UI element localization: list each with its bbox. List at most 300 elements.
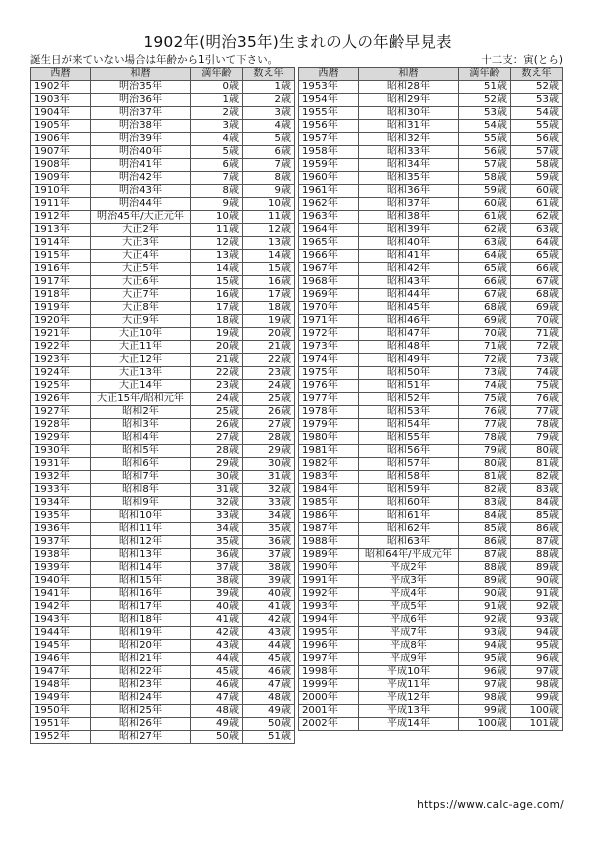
table-row (299, 614, 563, 627)
japanese-year-cell: 平成5年 (359, 601, 459, 614)
japanese-year-cell: 大正8年 (91, 302, 191, 315)
japanese-year-cell: 昭和39年 (359, 224, 459, 237)
table-row (31, 159, 295, 172)
counting-age-cell: 9歳 (243, 185, 295, 198)
full-age-cell: 21歳 (191, 354, 243, 367)
table-row (31, 289, 295, 302)
counting-age-cell: 80歳 (511, 445, 563, 458)
western-year-cell: 1971年 (299, 315, 359, 328)
table-row (31, 263, 295, 276)
table-row (31, 575, 295, 588)
counting-age-cell: 82歳 (511, 471, 563, 484)
table-row (299, 471, 563, 484)
full-age-cell: 83歳 (459, 497, 511, 510)
japanese-year-cell: 昭和37年 (359, 198, 459, 211)
table-row (31, 497, 295, 510)
counting-age-cell: 85歳 (511, 510, 563, 523)
western-year-cell: 1921年 (31, 328, 91, 341)
counting-age-cell: 95歳 (511, 640, 563, 653)
age-table-grid (30, 67, 563, 744)
western-year-cell: 1977年 (299, 393, 359, 406)
table-row (299, 562, 563, 575)
full-age-cell: 64歳 (459, 250, 511, 263)
western-year-cell: 1911年 (31, 198, 91, 211)
japanese-year-cell: 昭和59年 (359, 484, 459, 497)
full-age-cell: 19歳 (191, 328, 243, 341)
japanese-year-cell: 平成2年 (359, 562, 459, 575)
table-row (299, 276, 563, 289)
japanese-year-cell: 昭和19年 (91, 627, 191, 640)
western-year-cell: 1989年 (299, 549, 359, 562)
full-age-cell: 43歳 (191, 640, 243, 653)
full-age-cell: 29歳 (191, 458, 243, 471)
table-row (299, 419, 563, 432)
full-age-cell: 99歳 (459, 705, 511, 718)
counting-age-cell: 97歳 (511, 666, 563, 679)
full-age-cell: 4歳 (191, 133, 243, 146)
counting-age-cell: 13歳 (243, 237, 295, 250)
counting-age-cell: 43歳 (243, 627, 295, 640)
japanese-year-cell: 昭和3年 (91, 419, 191, 432)
full-age-cell: 49歳 (191, 718, 243, 731)
western-year-cell: 1933年 (31, 484, 91, 497)
western-year-cell: 1963年 (299, 211, 359, 224)
counting-age-cell: 47歳 (243, 679, 295, 692)
full-age-cell: 98歳 (459, 692, 511, 705)
counting-age-cell: 75歳 (511, 380, 563, 393)
japanese-year-cell: 昭和45年 (359, 302, 459, 315)
counting-age-cell: 81歳 (511, 458, 563, 471)
counting-age-cell: 4歳 (243, 120, 295, 133)
full-age-cell: 70歳 (459, 328, 511, 341)
japanese-year-cell: 昭和42年 (359, 263, 459, 276)
counting-age-cell: 89歳 (511, 562, 563, 575)
counting-age-cell: 67歳 (511, 276, 563, 289)
counting-age-cell: 14歳 (243, 250, 295, 263)
counting-age-cell: 36歳 (243, 536, 295, 549)
table-row (299, 484, 563, 497)
full-age-cell: 58歳 (459, 172, 511, 185)
full-age-cell: 35歳 (191, 536, 243, 549)
japanese-year-cell: 大正9年 (91, 315, 191, 328)
full-age-cell: 30歳 (191, 471, 243, 484)
table-row (31, 146, 295, 159)
japanese-year-cell: 昭和56年 (359, 445, 459, 458)
counting-age-cell: 41歳 (243, 601, 295, 614)
full-age-cell: 40歳 (191, 601, 243, 614)
western-year-cell: 1906年 (31, 133, 91, 146)
japanese-year-cell: 昭和50年 (359, 367, 459, 380)
counting-age-cell: 26歳 (243, 406, 295, 419)
full-age-cell: 36歳 (191, 549, 243, 562)
western-year-cell: 1923年 (31, 354, 91, 367)
full-age-cell: 81歳 (459, 471, 511, 484)
japanese-year-cell: 昭和8年 (91, 484, 191, 497)
counting-age-cell: 74歳 (511, 367, 563, 380)
western-year-cell: 1958年 (299, 146, 359, 159)
table-row (31, 237, 295, 250)
western-year-cell: 1947年 (31, 666, 91, 679)
japanese-year-cell: 平成14年 (359, 718, 459, 731)
table-row (31, 94, 295, 107)
western-year-cell: 1976年 (299, 380, 359, 393)
counting-age-cell: 12歳 (243, 224, 295, 237)
table-row (31, 718, 295, 731)
western-year-cell: 1969年 (299, 289, 359, 302)
japanese-year-cell: 昭和32年 (359, 133, 459, 146)
counting-age-cell: 58歳 (511, 159, 563, 172)
counting-age-cell: 66歳 (511, 263, 563, 276)
full-age-cell: 57歳 (459, 159, 511, 172)
japanese-year-cell: 平成7年 (359, 627, 459, 640)
full-age-cell: 94歳 (459, 640, 511, 653)
age-table-right (298, 67, 563, 731)
full-age-cell: 48歳 (191, 705, 243, 718)
full-age-cell: 27歳 (191, 432, 243, 445)
japanese-year-cell: 昭和60年 (359, 497, 459, 510)
full-age-cell: 86歳 (459, 536, 511, 549)
counting-age-cell: 1歳 (243, 81, 295, 94)
counting-age-cell: 48歳 (243, 692, 295, 705)
western-year-cell: 1907年 (31, 146, 91, 159)
japanese-year-cell: 昭和13年 (91, 549, 191, 562)
japanese-year-cell: 大正12年 (91, 354, 191, 367)
japanese-year-cell: 明治36年 (91, 94, 191, 107)
counting-age-cell: 49歳 (243, 705, 295, 718)
birthday-note: 誕生日が来ていない場合は年齢から1引いて下さい。 (30, 53, 279, 66)
japanese-year-cell: 大正3年 (91, 237, 191, 250)
left-table-body (31, 81, 295, 744)
table-row (31, 666, 295, 679)
table-row (299, 510, 563, 523)
western-year-cell: 1928年 (31, 419, 91, 432)
western-year-cell: 1914年 (31, 237, 91, 250)
japanese-year-cell: 昭和38年 (359, 211, 459, 224)
full-age-cell: 69歳 (459, 315, 511, 328)
full-age-cell: 23歳 (191, 380, 243, 393)
japanese-year-cell: 明治41年 (91, 159, 191, 172)
table-row (299, 302, 563, 315)
japanese-year-cell: 昭和33年 (359, 146, 459, 159)
full-age-cell: 71歳 (459, 341, 511, 354)
counting-age-cell: 46歳 (243, 666, 295, 679)
counting-age-cell: 88歳 (511, 549, 563, 562)
age-table-left (30, 67, 295, 744)
japanese-year-cell: 昭和5年 (91, 445, 191, 458)
western-year-cell: 1987年 (299, 523, 359, 536)
counting-age-cell: 53歳 (511, 94, 563, 107)
table-row (31, 471, 295, 484)
western-year-cell: 2002年 (299, 718, 359, 731)
japanese-year-cell: 昭和11年 (91, 523, 191, 536)
japanese-year-cell: 昭和12年 (91, 536, 191, 549)
table-row (31, 588, 295, 601)
full-age-cell: 53歳 (459, 107, 511, 120)
japanese-year-cell: 昭和36年 (359, 185, 459, 198)
counting-age-cell: 56歳 (511, 133, 563, 146)
table-row (31, 328, 295, 341)
table-row (299, 458, 563, 471)
table-header-row (31, 68, 295, 81)
japanese-year-cell: 平成3年 (359, 575, 459, 588)
table-row (31, 107, 295, 120)
table-row (299, 705, 563, 718)
table-row (31, 393, 295, 406)
japanese-year-cell: 昭和43年 (359, 276, 459, 289)
japanese-year-cell: 明治43年 (91, 185, 191, 198)
counting-age-cell: 73歳 (511, 354, 563, 367)
table-row (299, 601, 563, 614)
western-year-cell: 1951年 (31, 718, 91, 731)
counting-age-cell: 18歳 (243, 302, 295, 315)
table-row (31, 679, 295, 692)
table-row (31, 705, 295, 718)
full-age-cell: 66歳 (459, 276, 511, 289)
japanese-year-cell: 昭和48年 (359, 341, 459, 354)
western-year-cell: 1965年 (299, 237, 359, 250)
western-year-cell: 1994年 (299, 614, 359, 627)
western-year-cell: 1981年 (299, 445, 359, 458)
table-row (31, 458, 295, 471)
japanese-year-cell: 昭和35年 (359, 172, 459, 185)
full-age-cell: 100歳 (459, 718, 511, 731)
full-age-cell: 3歳 (191, 120, 243, 133)
table-row (299, 250, 563, 263)
full-age-cell: 14歳 (191, 263, 243, 276)
full-age-cell: 72歳 (459, 354, 511, 367)
full-age-cell: 55歳 (459, 133, 511, 146)
counting-age-cell: 101歳 (511, 718, 563, 731)
japanese-year-cell: 昭和4年 (91, 432, 191, 445)
table-row (299, 107, 563, 120)
japanese-year-cell: 昭和54年 (359, 419, 459, 432)
western-year-cell: 1996年 (299, 640, 359, 653)
full-age-cell: 63歳 (459, 237, 511, 250)
table-row (31, 432, 295, 445)
table-row (299, 354, 563, 367)
japanese-year-cell: 昭和25年 (91, 705, 191, 718)
full-age-cell: 1歳 (191, 94, 243, 107)
full-age-cell: 20歳 (191, 341, 243, 354)
table-row (31, 276, 295, 289)
table-row (299, 341, 563, 354)
japanese-year-cell: 明治42年 (91, 172, 191, 185)
full-age-cell: 45歳 (191, 666, 243, 679)
japanese-year-cell: 昭和52年 (359, 393, 459, 406)
table-row (31, 549, 295, 562)
western-year-cell: 1991年 (299, 575, 359, 588)
table-row (299, 367, 563, 380)
japanese-year-cell: 昭和63年 (359, 536, 459, 549)
table-row (299, 211, 563, 224)
full-age-cell: 39歳 (191, 588, 243, 601)
full-age-cell: 47歳 (191, 692, 243, 705)
counting-age-cell: 29歳 (243, 445, 295, 458)
table-row (299, 315, 563, 328)
counting-age-cell: 3歳 (243, 107, 295, 120)
zodiac-label: 十二支：寅(とら) (481, 53, 563, 66)
full-age-cell: 93歳 (459, 627, 511, 640)
full-age-cell: 32歳 (191, 497, 243, 510)
counting-age-cell: 94歳 (511, 627, 563, 640)
western-year-cell: 1960年 (299, 172, 359, 185)
western-year-cell: 1908年 (31, 159, 91, 172)
western-year-cell: 1948年 (31, 679, 91, 692)
counting-age-cell: 23歳 (243, 367, 295, 380)
table-row (299, 627, 563, 640)
full-age-cell: 61歳 (459, 211, 511, 224)
table-row (299, 328, 563, 341)
western-year-cell: 2000年 (299, 692, 359, 705)
table-row (299, 640, 563, 653)
table-row (299, 237, 563, 250)
western-year-cell: 1982年 (299, 458, 359, 471)
full-age-cell: 24歳 (191, 393, 243, 406)
western-year-cell: 1952年 (31, 731, 91, 744)
full-age-cell: 56歳 (459, 146, 511, 159)
full-age-cell: 12歳 (191, 237, 243, 250)
table-row (31, 133, 295, 146)
full-age-cell: 6歳 (191, 159, 243, 172)
table-row (299, 198, 563, 211)
table-row (31, 172, 295, 185)
full-age-cell: 78歳 (459, 432, 511, 445)
western-year-cell: 1999年 (299, 679, 359, 692)
western-year-cell: 1915年 (31, 250, 91, 263)
western-year-cell: 1945年 (31, 640, 91, 653)
western-year-cell: 1970年 (299, 302, 359, 315)
header-counting-age: 数え年 (511, 68, 563, 81)
table-row (299, 393, 563, 406)
table-row (299, 380, 563, 393)
western-year-cell: 1905年 (31, 120, 91, 133)
western-year-cell: 1938年 (31, 549, 91, 562)
japanese-year-cell: 平成9年 (359, 653, 459, 666)
counting-age-cell: 24歳 (243, 380, 295, 393)
japanese-year-cell: 昭和57年 (359, 458, 459, 471)
table-row (31, 302, 295, 315)
table-row (31, 185, 295, 198)
table-row (299, 718, 563, 731)
western-year-cell: 1939年 (31, 562, 91, 575)
table-row (31, 562, 295, 575)
japanese-year-cell: 平成4年 (359, 588, 459, 601)
western-year-cell: 1940年 (31, 575, 91, 588)
full-age-cell: 44歳 (191, 653, 243, 666)
western-year-cell: 1934年 (31, 497, 91, 510)
site-url[interactable]: https://www.calc-age.com/ (417, 799, 564, 811)
western-year-cell: 1903年 (31, 94, 91, 107)
full-age-cell: 33歳 (191, 510, 243, 523)
table-row (299, 445, 563, 458)
counting-age-cell: 50歳 (243, 718, 295, 731)
japanese-year-cell: 昭和21年 (91, 653, 191, 666)
counting-age-cell: 45歳 (243, 653, 295, 666)
counting-age-cell: 98歳 (511, 679, 563, 692)
full-age-cell: 13歳 (191, 250, 243, 263)
full-age-cell: 5歳 (191, 146, 243, 159)
counting-age-cell: 37歳 (243, 549, 295, 562)
table-row (31, 731, 295, 744)
japanese-year-cell: 平成11年 (359, 679, 459, 692)
counting-age-cell: 35歳 (243, 523, 295, 536)
counting-age-cell: 57歳 (511, 146, 563, 159)
western-year-cell: 1980年 (299, 432, 359, 445)
western-year-cell: 1935年 (31, 510, 91, 523)
table-row (31, 198, 295, 211)
full-age-cell: 15歳 (191, 276, 243, 289)
table-row (31, 341, 295, 354)
japanese-year-cell: 昭和28年 (359, 81, 459, 94)
full-age-cell: 73歳 (459, 367, 511, 380)
japanese-year-cell: 大正2年 (91, 224, 191, 237)
western-year-cell: 1910年 (31, 185, 91, 198)
counting-age-cell: 8歳 (243, 172, 295, 185)
counting-age-cell: 84歳 (511, 497, 563, 510)
western-year-cell: 1919年 (31, 302, 91, 315)
japanese-year-cell: 大正13年 (91, 367, 191, 380)
japanese-year-cell: 平成12年 (359, 692, 459, 705)
japanese-year-cell: 大正5年 (91, 263, 191, 276)
counting-age-cell: 34歳 (243, 510, 295, 523)
western-year-cell: 1924年 (31, 367, 91, 380)
full-age-cell: 87歳 (459, 549, 511, 562)
full-age-cell: 68歳 (459, 302, 511, 315)
western-year-cell: 1953年 (299, 81, 359, 94)
full-age-cell: 11歳 (191, 224, 243, 237)
western-year-cell: 1966年 (299, 250, 359, 263)
header-full-age: 満年齢 (191, 68, 243, 81)
full-age-cell: 10歳 (191, 211, 243, 224)
counting-age-cell: 61歳 (511, 198, 563, 211)
japanese-year-cell: 昭和40年 (359, 237, 459, 250)
counting-age-cell: 38歳 (243, 562, 295, 575)
japanese-year-cell: 昭和6年 (91, 458, 191, 471)
western-year-cell: 1956年 (299, 120, 359, 133)
full-age-cell: 92歳 (459, 614, 511, 627)
japanese-year-cell: 昭和44年 (359, 289, 459, 302)
full-age-cell: 76歳 (459, 406, 511, 419)
western-year-cell: 1902年 (31, 81, 91, 94)
full-age-cell: 2歳 (191, 107, 243, 120)
japanese-year-cell: 昭和15年 (91, 575, 191, 588)
counting-age-cell: 6歳 (243, 146, 295, 159)
counting-age-cell: 42歳 (243, 614, 295, 627)
counting-age-cell: 77歳 (511, 406, 563, 419)
japanese-year-cell: 明治39年 (91, 133, 191, 146)
full-age-cell: 95歳 (459, 653, 511, 666)
counting-age-cell: 32歳 (243, 484, 295, 497)
full-age-cell: 88歳 (459, 562, 511, 575)
full-age-cell: 34歳 (191, 523, 243, 536)
japanese-year-cell: 昭和14年 (91, 562, 191, 575)
japanese-year-cell: 昭和51年 (359, 380, 459, 393)
counting-age-cell: 72歳 (511, 341, 563, 354)
table-row (31, 484, 295, 497)
western-year-cell: 1926年 (31, 393, 91, 406)
western-year-cell: 1916年 (31, 263, 91, 276)
japanese-year-cell: 昭和2年 (91, 406, 191, 419)
table-row (299, 692, 563, 705)
western-year-cell: 1962年 (299, 198, 359, 211)
full-age-cell: 60歳 (459, 198, 511, 211)
table-row (31, 510, 295, 523)
table-row (31, 445, 295, 458)
full-age-cell: 50歳 (191, 731, 243, 744)
japanese-year-cell: 昭和18年 (91, 614, 191, 627)
table-row (299, 159, 563, 172)
western-year-cell: 1929年 (31, 432, 91, 445)
